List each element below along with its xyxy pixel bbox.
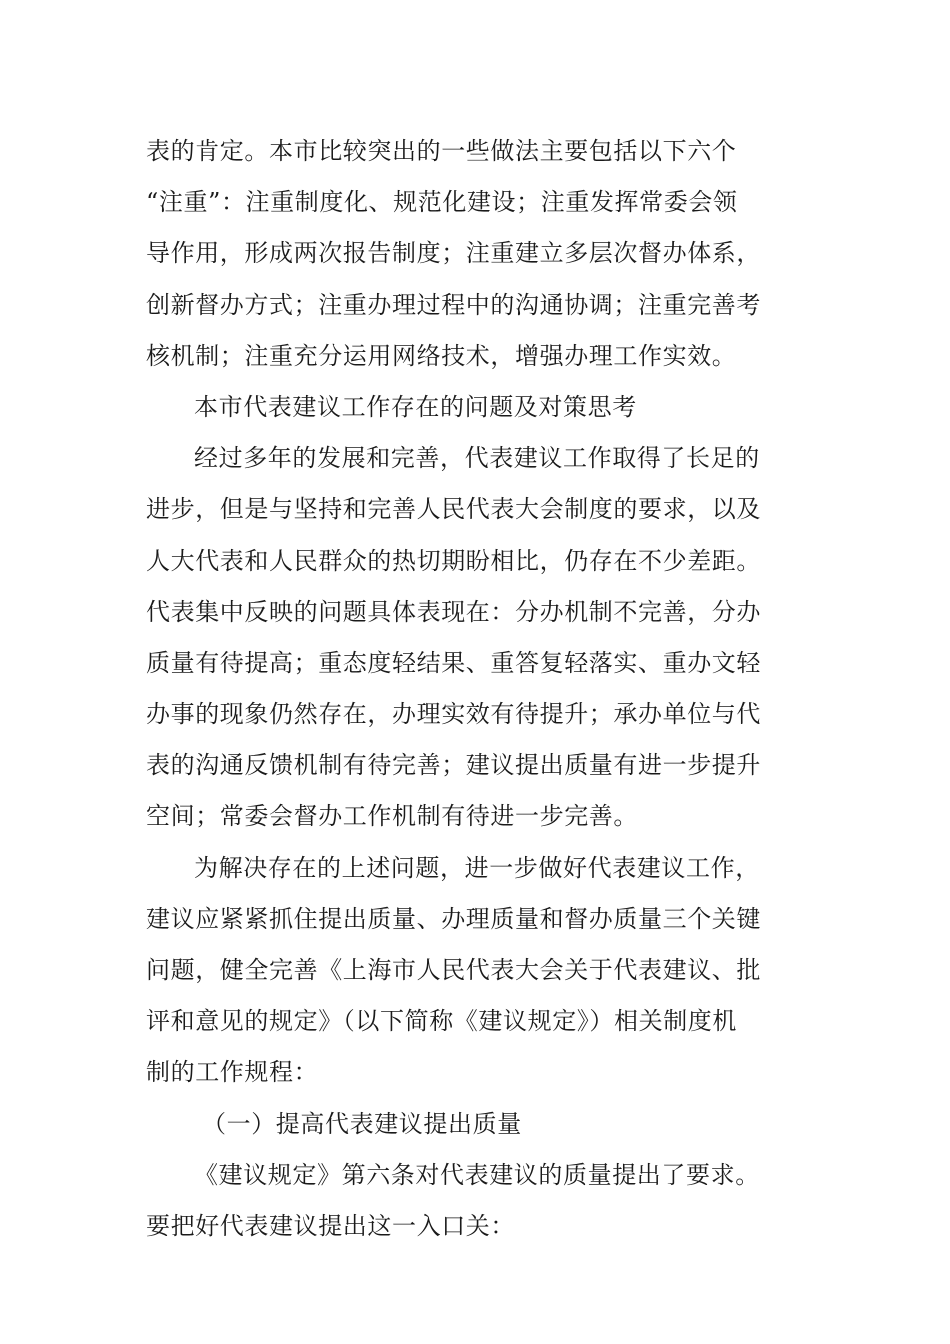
text-line: 办事的现象仍然存在，办理实效有待提升；承办单位与代	[146, 700, 761, 729]
text-line: 问题，健全完善《上海市人民代表大会关于代表建议、批	[146, 956, 761, 984]
text-line: 为解决存在的上述问题，进一步做好代表建议工作，	[194, 853, 760, 882]
text-line: 建议应紧紧抓住提出质量、办理质量和督办质量三个关键	[146, 904, 761, 933]
text-line: 空间；常委会督办工作机制有待进一步完善。	[146, 802, 638, 831]
text-line: 人大代表和人民群众的热切期盼相比，仍存在不少差距。	[146, 546, 761, 575]
subsection-heading: （一）提高代表建议提出质量	[202, 1109, 522, 1138]
text-line: 创新督办方式；注重办理过程中的沟通协调；注重完善考	[146, 290, 761, 319]
text-line: “注重”：注重制度化、规范化建设；注重发挥常委会领	[146, 188, 738, 217]
document-body	[146, 126, 806, 1252]
section-heading: 本市代表建议工作存在的问题及对策思考	[194, 392, 637, 421]
text-line: 表的沟通反馈机制有待完善；建议提出质量有进一步提升	[146, 751, 761, 780]
text-line: 《建议规定》第六条对代表建议的质量提出了要求。	[194, 1160, 760, 1189]
text-line: 要把好代表建议提出这一入口关：	[146, 1211, 515, 1240]
text-line: 表的肯定。本市比较突出的一些做法主要包括以下六个	[146, 137, 737, 165]
text-line: 进步，但是与坚持和完善人民代表大会制度的要求，以及	[146, 495, 761, 524]
text-line: 核机制；注重充分运用网络技术，增强办理工作实效。	[146, 341, 737, 370]
text-line: 评和意见的规定》（以下简称《建议规定》）相关制度机	[146, 1007, 737, 1036]
text-line: 制的工作规程：	[146, 1058, 319, 1087]
text-line: 代表集中反映的问题具体表现在：分办机制不完善，分办	[146, 597, 761, 626]
text-line: 导作用，形成两次报告制度；注重建立多层次督办体系，	[146, 239, 761, 268]
text-line: 经过多年的发展和完善，代表建议工作取得了长足的	[194, 444, 760, 473]
text-line: 质量有待提高；重态度轻结果、重答复轻落实、重办文轻	[146, 648, 761, 677]
